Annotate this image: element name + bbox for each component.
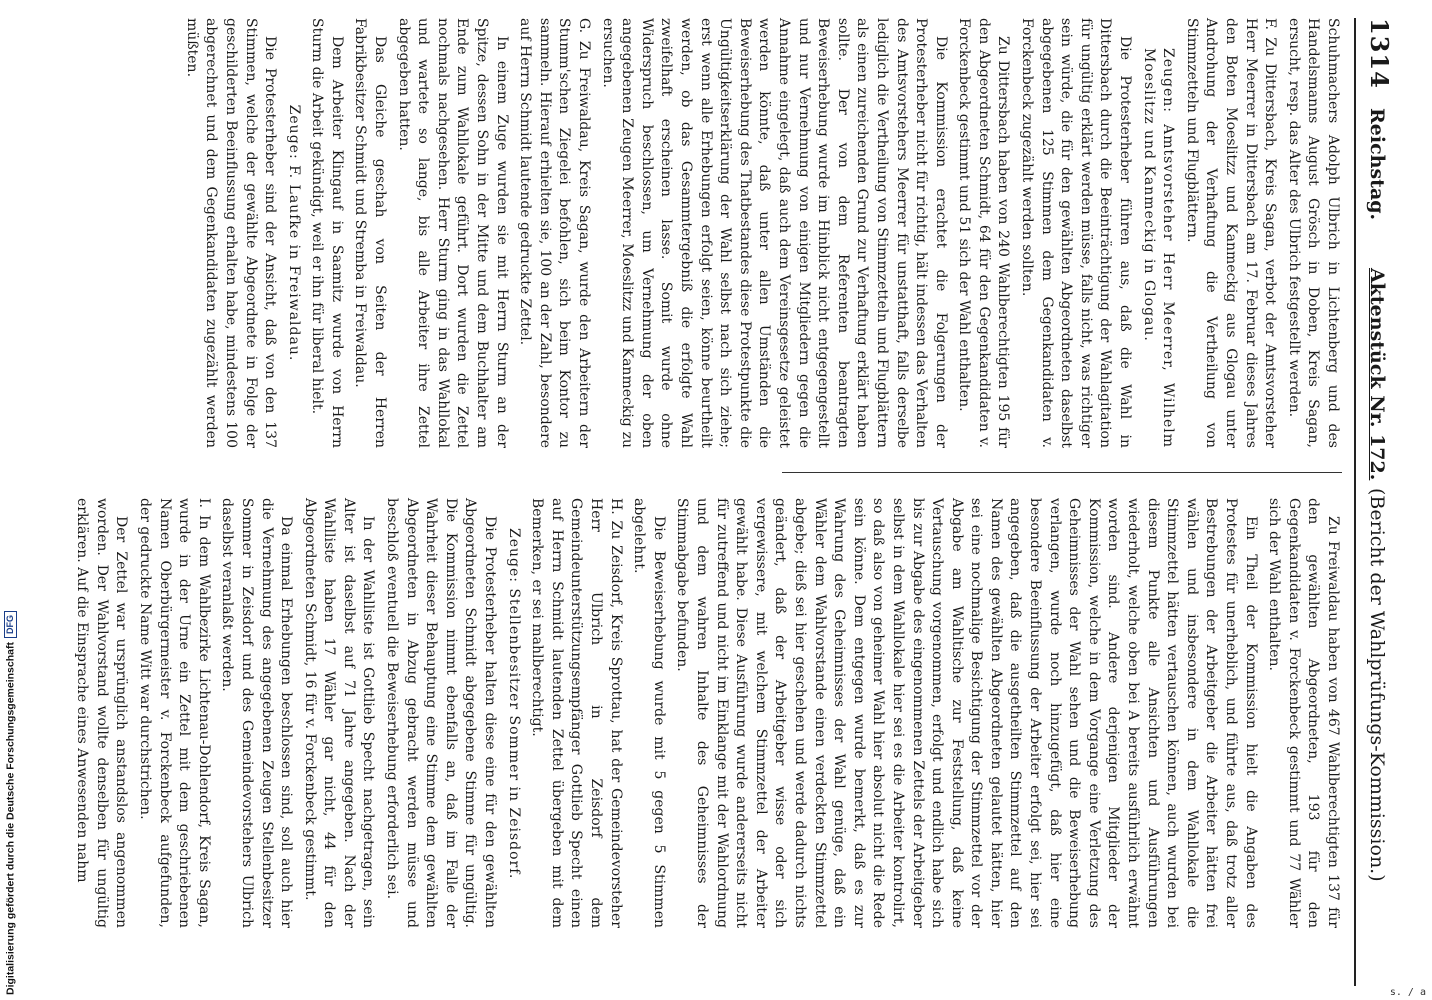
left-text-column [102, 18, 1342, 448]
page-number: 1314 [1365, 18, 1394, 89]
right-column-paragraph: Zeuge: Stellenbesitzer Sommer in Zeisdorf. [505, 528, 522, 880]
right-column-paragraph: Die Beweiserhebung wurde mit 5 gegen 5 Stimmen abgelehnt. [631, 498, 667, 928]
right-column-paragraph: Die Protesterheber halten diese eine für den gewählten Abgeordneten Schmidt abgegebene Stimme für ungültig. Die Kommission nimmt ebenfalls an, daß im Falle der Wahrheit dieser Behauptung eine Stimme dem gewählten Abgeordneten in Abzug gebracht werden müsse und beschloß eventuell die Beweiserhebung erforderlich sei. [384, 498, 499, 928]
header-continued: (Bericht der Wahlprüfungs-Kommission.) [1366, 488, 1388, 882]
left-column-paragraph: Zu Dittersbach haben von 240 Wahlberechtigten 195 für den Abgeordneten Schmidt, 64 für den Gegenkandidaten v. Forckenbeck gestimmt und 51 sich der Wahl enthalten. [956, 18, 1012, 448]
right-text-column [74, 498, 1342, 928]
dfg-logo: DFG [4, 611, 17, 638]
corner-marks: s. / a [1389, 987, 1426, 998]
left-column-paragraph: Zeugen: Amtsvorsteher Herr Meerrer, Wilhelm Moeslitzz und Kanmeckig in Glogau. [1140, 48, 1177, 448]
left-column-paragraph: In einem Zuge wurden sie mit Herrn Sturm an der Spitze, dessen Sohn in der Mitte und dem Buchhalter am Ende zum Wahllokale geführt. Dort wurden die Zettel nochmals nachgesehen. Herr Sturm ging in das Wahllokal und wartete so lange, bis alle Arbeiter ihre Zettel abgegeben hatten. [395, 18, 510, 448]
left-column-paragraph: Die Protesterheber führen aus, daß die Wahl in Dittersbach durch die Beeinträchtigung der Wahlagitation für ungültig erklärt werden müsse, falls nicht, was richtiger sein würde, die für den gewählten Abgeordneten daselbst abgegebenen 125 Stimmen dem Gegenkandidaten v. Forckenbeck zugezählt werden sollten. [1019, 18, 1134, 448]
left-column-paragraph: Das Gleiche geschah von Seiten der Herren Fabrikbesitzer Schmidt und Stremba in Freiwaldau. [352, 18, 389, 448]
left-column-paragraph: Die Protesterheber sind der Ansicht, daß von den 137 Stimmen, welche der gewählte Abgeordnete in Folge der geschilderten Beeinflussung erhalten habe, mindestens 100 abgerechnet und dem Gegenkandidaten zugezählt werden müßten. [183, 18, 279, 448]
left-column-paragraph: F. Zu Dittersbach, Kreis Sagan, verbot der Amtsvorsteher Herr Meerrer in Dittersbach am 17. Februar dieses Jahres den Boten Moeslitzz und Kanmeckig aus Glogau unter Androhung der Verhaftung die Vertheilung von Stimmzetteln und Flugblättern. [1183, 18, 1279, 448]
left-column-paragraph: Dem Arbeiter Klingauf in Saamitz wurde von Herrn Sturm die Arbeit gekündigt, weil er ihn für liberal hielt. [309, 18, 345, 448]
digitization-footer [4, 595, 20, 995]
rotated-document-page [66, 18, 1396, 986]
column-divider [782, 472, 1342, 473]
right-column-paragraph: Da einmal Erhebungen beschlossen sind, soll auch hier die Vernehmung des angegebenen Zeugen Stellenbesitzer Sommer in Zeisdorf und des Gemeindevorstehers Ulbrich daselbst veranlaßt werden. [219, 498, 295, 928]
left-column-paragraph: Schuhmachers Adolph Ulbrich in Lichtenberg und des Handelsmanns August Grösch in Doben, Kreis Sagan, ersucht, resp. das Alter des Ulbrich festgestellt werden. [1285, 18, 1341, 448]
left-column-paragraph: G. Zu Freiwaldau, Kreis Sagan, wurde den Arbeitern der Stumm'schen Ziegelei befohlen, sich beim Kontor zu sammeln. Hierauf erhielten sie, 100 an der Zahl, besondere auf Herrn Schmidt lautende gedruckte Zettel. [517, 18, 593, 448]
right-column-paragraph: Zu Freiwaldau haben von 467 Wahlberechtigten 137 für den gewählten Abgeordneten, 193 für den Gegenkandidaten v. Forckenbeck gestimmt und 77 Wähler sich der Wahl enthalten. [1266, 498, 1341, 928]
right-column-paragraph: Der Zettel war ursprünglich anstandslos angenommen worden. Der Wahlvorstand wollte denselben für ungültig erklären. Auf die Einsprache eines Anwesenden nahm [74, 498, 130, 928]
right-column-paragraph: In der Wahlliste ist Gottlieb Specht nachgetragen, sein Alter ist daselbst auf 71 Jahre angegeben. Nach der Wahlliste haben 17 Wähler gar nicht, 44 für den Abgeordneten Schmidt, 16 für v. Forckenbeck gestimmt. [301, 498, 377, 928]
left-column-paragraph: Die Kommission erachtet die Folgerungen der Protesterheber nicht für richtig, hält indessen das Verhalten des Amtsvorstehers Meerrer für unstatthaft, falls derselbe lediglich die Vertheilung von Stimmzetteln und Flugblättern als einen zureichenden Grund zur Verhaftung erklärt haben sollte. Der von dem Referenten beantragten Beweiserhebung wurde im Hinblick nicht entgegengestellt und nur Vernehmung von einigen Mitgliedern gegen die Annahme eingelegt, daß auch dem Vereinsgesetze geleistet werden könnte, daß unter allen Umständen die Beweiserhebung des Thatbestandes diese Protestpunkte die Ungültigkeitserklärung der Wahl selbst nach sich ziehe; erst wenn alle Erhebungen erfolgt seien, könne beurtheilt werden, ob das Gesammtergebniß die erfolgte Wahl zweifelhaft erscheinen lasse. Somit wurde ohne Widerspruch beschlossen, um Vernehmung der oben angegebenen Zeugen Meerrer, Moeslitzz und Kanmeckig zu ersuchen. [599, 18, 949, 448]
footer-text: Digitalisierung gefördert durch die Deutsche Forschungsgemeinschaft [4, 642, 17, 995]
header-title: Reichstag. [1366, 108, 1388, 221]
right-column-paragraph: H. Zu Zeisdorf, Kreis Sprottau, hat der Gemeindevorsteher Herr Ulbrich in Zeisdorf dem Gemeindeunterstützungsempfänger Gottlieb Specht einen auf Herrn Schmidt lautenden Zettel übergeben mit dem Bemerken, er sei mahlberechtigt. [529, 498, 624, 928]
page-header [1354, 18, 1396, 986]
header-subtitle: Aktenstück Nr. 172. [1366, 268, 1388, 481]
right-column-paragraph: Ein Theil der Kommission hielt die Angaben des Protestes für unerheblich, und führte aus, daß trotz aller Bestrebungen der Arbeitgeber die Arbeiter hätten frei wählen und insbesondere in dem Wahllokale die Stimmzettel hätten vertauschen können, auch wurden bei diesem Punkte alle Ansichten und Ausführungen wiederholt, welche oben bei A bereits ausführlich erwähnt worden sind. Andere derjenigen Mitglieder der Kommission, welche in dem Vorgange eine Verletzung des Geheimnisses der Wahl sehen und die Beweiserhebung verlangen, wurde noch hinzugefügt, daß hier eine besondere Beeinflussung der Arbeiter erfolgt sei, hier sei angegeben, daß die ausgetheilten Stimmzettel auf den Namen des gewählten Abgeordneten gelautet hätten, hier sei eine nochmalige Besichtigung der Stimmzettel vor der Abgabe am Wahltische zur Feststellung, daß keine Vertauschung vorgenommen, erfolgt und endlich habe sich bis zur Abgabe des eingenommenen Zettels der Arbeitgeber selbst in dem Wahllokale hier sei es die Arbeiter kontrolirt, so daß also von geheimer Wahl hier absolut nicht die Rede sein könne. Dem entgegen wurde bemerkt, daß es zur Wahrung des Geheimnisses der Wahl genüge, daß ein Wähler dem Wahlvorstande einen verdeckten Stimmzettel abgebe; dieß sei hier geschehen und werde dadurch nichts geändert, daß der Arbeitgeber wisse oder sich vergewissere, mit welchem Stimmzettel der Arbeiter gewählt habe. Diese Ausführung wurde andererseits nicht für zutreffend und nicht im Einklange mit der Wahlordnung und dem wahren Inhalte des Geheimnisses der Stimmabgabe befunden. [674, 498, 1259, 928]
right-column-paragraph: I. In dem Wahlbezirke Lichtenau-Dohlendorf, Kreis Sagan, wurde in der Urne ein Zettel mit dem geschriebenen Namen Oberbürgermeister v. Forckenbeck aufgefunden, der gedruckte Name Witt war durchstrichen. [136, 498, 212, 928]
left-column-paragraph: Zeuge: F. Laufke in Freiwaldau. [285, 104, 302, 362]
